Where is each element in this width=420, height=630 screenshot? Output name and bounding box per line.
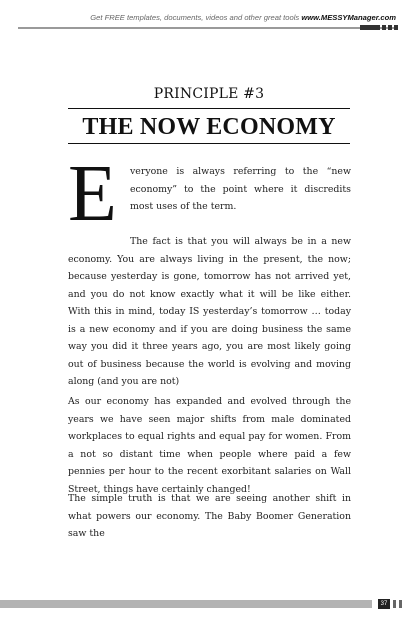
page-header (0, 0, 420, 30)
footer-band (0, 600, 372, 608)
chapter-title: THE NOW ECONOMY (82, 114, 336, 140)
header-rule (18, 27, 398, 29)
site-link[interactable]: www.MESSYManager.com (301, 13, 396, 22)
body-paragraph-2: As our economy has expanded and evolved through the years we have seen major shifts from male dominated workplaces to equal rights and equal pay for women. From a not so distant time when people where paid a few pennies per hour to the recent exorbitant salaries on Wall Street, things have certainly changed! (68, 396, 351, 495)
footer-mark (399, 600, 402, 608)
title-rule-bottom (68, 143, 350, 144)
principle-text: PRINCIPLE #3 (153, 86, 265, 102)
title-rule-top (68, 108, 350, 109)
header-decoration (360, 25, 398, 30)
drop-cap: E (68, 150, 117, 238)
page-footer (0, 600, 420, 610)
principle-label (68, 83, 350, 102)
intro-paragraph: veryone is always referring to the “new economy” to the point where it discredits most uses of the term. (130, 166, 351, 212)
body-paragraph-1: The fact is that you will always be in a new economy. You are always living in the present, the now; because yesterday is gone, tomorrow has not arrived yet, and you do not know exactly what it will be like either. With this in mind, today IS yesterday’s tomorrow … today is a new economy and if you are doing business the same way you did it three years ago, you are most likely going out of business because the world is evolving and moving along (and you are not) (68, 236, 351, 387)
header-tagline (90, 13, 396, 22)
tagline-text: Get FREE templates, documents, videos and other great tools (90, 13, 300, 22)
footer-mark (393, 600, 396, 608)
body-paragraph-3: The simple truth is that we are seeing another shift in what powers our economy. The Baby Boomer Generation saw the (68, 493, 351, 539)
page-number: 37 (378, 599, 390, 609)
